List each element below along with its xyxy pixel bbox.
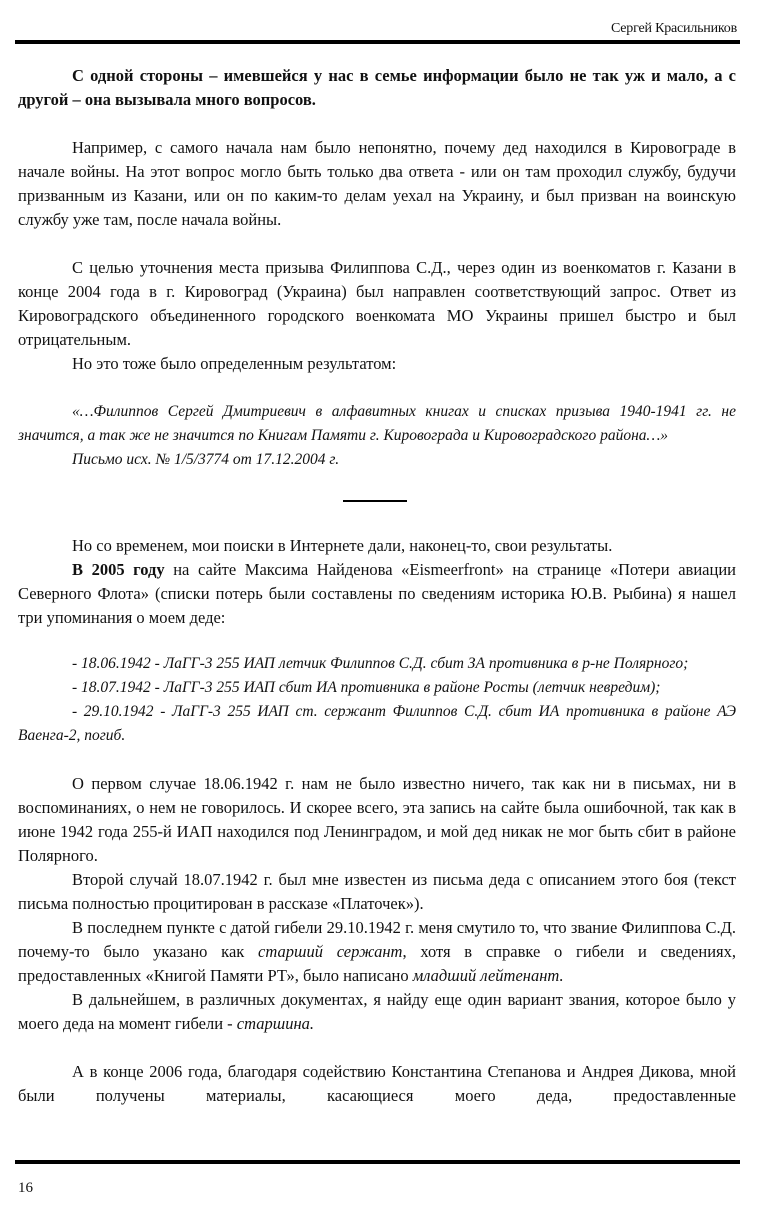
running-head-author: Сергей Красильников [610, 21, 737, 36]
paragraph-internet-search: Но со временем, мои поиски в Интернете дали, наконец-то, свои результаты. [72, 536, 613, 555]
paragraph-second-case: Второй случай 18.07.1942 г. был мне известен из письма деда с описанием этого боя (текст письма полностью процитирован в рассказе «Платочек»). [18, 870, 736, 913]
archive-quote-reference: Письмо исх. № 1/5/3774 от 17.12.2004 г. [72, 451, 340, 468]
rank-starshina: старшина. [236, 1014, 315, 1033]
page-body [18, 64, 736, 1108]
header-rule [15, 40, 740, 44]
spacer [18, 376, 736, 400]
paragraph-last-case [18, 916, 736, 988]
spacer [18, 232, 736, 256]
paragraph-inquiry: С целью уточнения места призыва Филиппова С.Д., через один из военкоматов г. Казани в конце 2004 года в г. Кировоград (Украина) был направлен соответствующий запрос. Ответ из Кировоградского объединенного городского военкомата МО Украины пришел быстро и был отрицательным. [18, 258, 736, 349]
rank-senior-sergeant: старший сержант [258, 942, 403, 961]
text-run: В последнем пункте с датой гибели 29.10.1942 г. меня смутило то, что звание Филиппова С.Д. почему-то было указано как [18, 918, 736, 961]
paragraph-another-rank [18, 988, 736, 1036]
paragraph-materials-2006: А в конце 2006 года, благодаря содействию Константина Степанова и Андрея Дикова, мной были получены материалы, касающиеся моего деда, предоставленные [18, 1062, 736, 1105]
spacer [18, 630, 736, 652]
text-run: , хотя в справке о гибели и сведениях, предоставленных «Книгой Памяти РТ», было написано [18, 942, 737, 985]
spacer [18, 112, 736, 136]
page-number: 16 [18, 1180, 33, 1196]
paragraph-first-case: О первом случае 18.06.1942 г. нам не было известно ничего, так как ни в письмах, ни в воспоминаниях, о нем не говорилось. И скорее всего, эта запись на сайте была ошибочной, так как в июне 1942 года 255-й ИАП находился под Ленинградом, и мой дед никак не мог быть сбит в районе Полярного. [18, 774, 736, 865]
paragraph-eismeerfront [18, 558, 736, 630]
paragraph-result: Но это тоже было определенным результатом: [72, 354, 397, 373]
loss-list-item: - 29.10.1942 - ЛаГГ-3 255 ИАП ст. сержант Филиппов С.Д. сбит ИА противника в районе АЭ Ваенга-2, погиб. [18, 703, 736, 744]
intro-paragraph: С одной стороны – имевшейся у нас в семье информации было не так уж и мало, а с другой – она вызывала много вопросов. [18, 66, 736, 109]
section-separator [343, 500, 407, 502]
loss-list-item: - 18.06.1942 - ЛаГГ-3 255 ИАП летчик Филиппов С.Д. сбит ЗА противника в р-не Полярного; [72, 655, 689, 672]
loss-list-item: - 18.07.1942 - ЛаГГ-3 255 ИАП сбит ИА противника в районе Росты (летчик невредим); [72, 679, 661, 696]
spacer [18, 1036, 736, 1060]
spacer [18, 748, 736, 772]
section-separator-wrap [18, 472, 736, 534]
rank-junior-lieutenant: младший лейтенант. [412, 966, 564, 985]
footer-rule [15, 1160, 740, 1164]
text-run: В дальнейшем, в различных документах, я найду еще один вариант звания, которое было у моего деда на момент гибели - [18, 990, 736, 1033]
year-highlight: В 2005 году [72, 560, 165, 579]
archive-quote: «…Филиппов Сергей Дмитриевич в алфавитных книгах и списках призыва 1940-1941 гг. не значится, а так же не значится по Книгам Памяти г. Кировограда и Кировоградского района…» [18, 403, 736, 444]
paragraph-eismeerfront-text: на сайте Максима Найденова «Eismeerfront» на странице «Потери авиации Северного Флота» (списки потерь были составлены по сведениям историка Ю.В. Рыбина) я нашел три упоминания о моем деде: [18, 560, 736, 627]
paragraph-question: Например, с самого начала нам было непонятно, почему дед находился в Кировограде в начале войны. На этот вопрос могло быть только два ответа - или он там проходил службу, будучи призванным из Казани, или он по каким-то делам уехал на Украину, и был призван на воинскую службу уже там, после начала войны. [18, 138, 736, 229]
